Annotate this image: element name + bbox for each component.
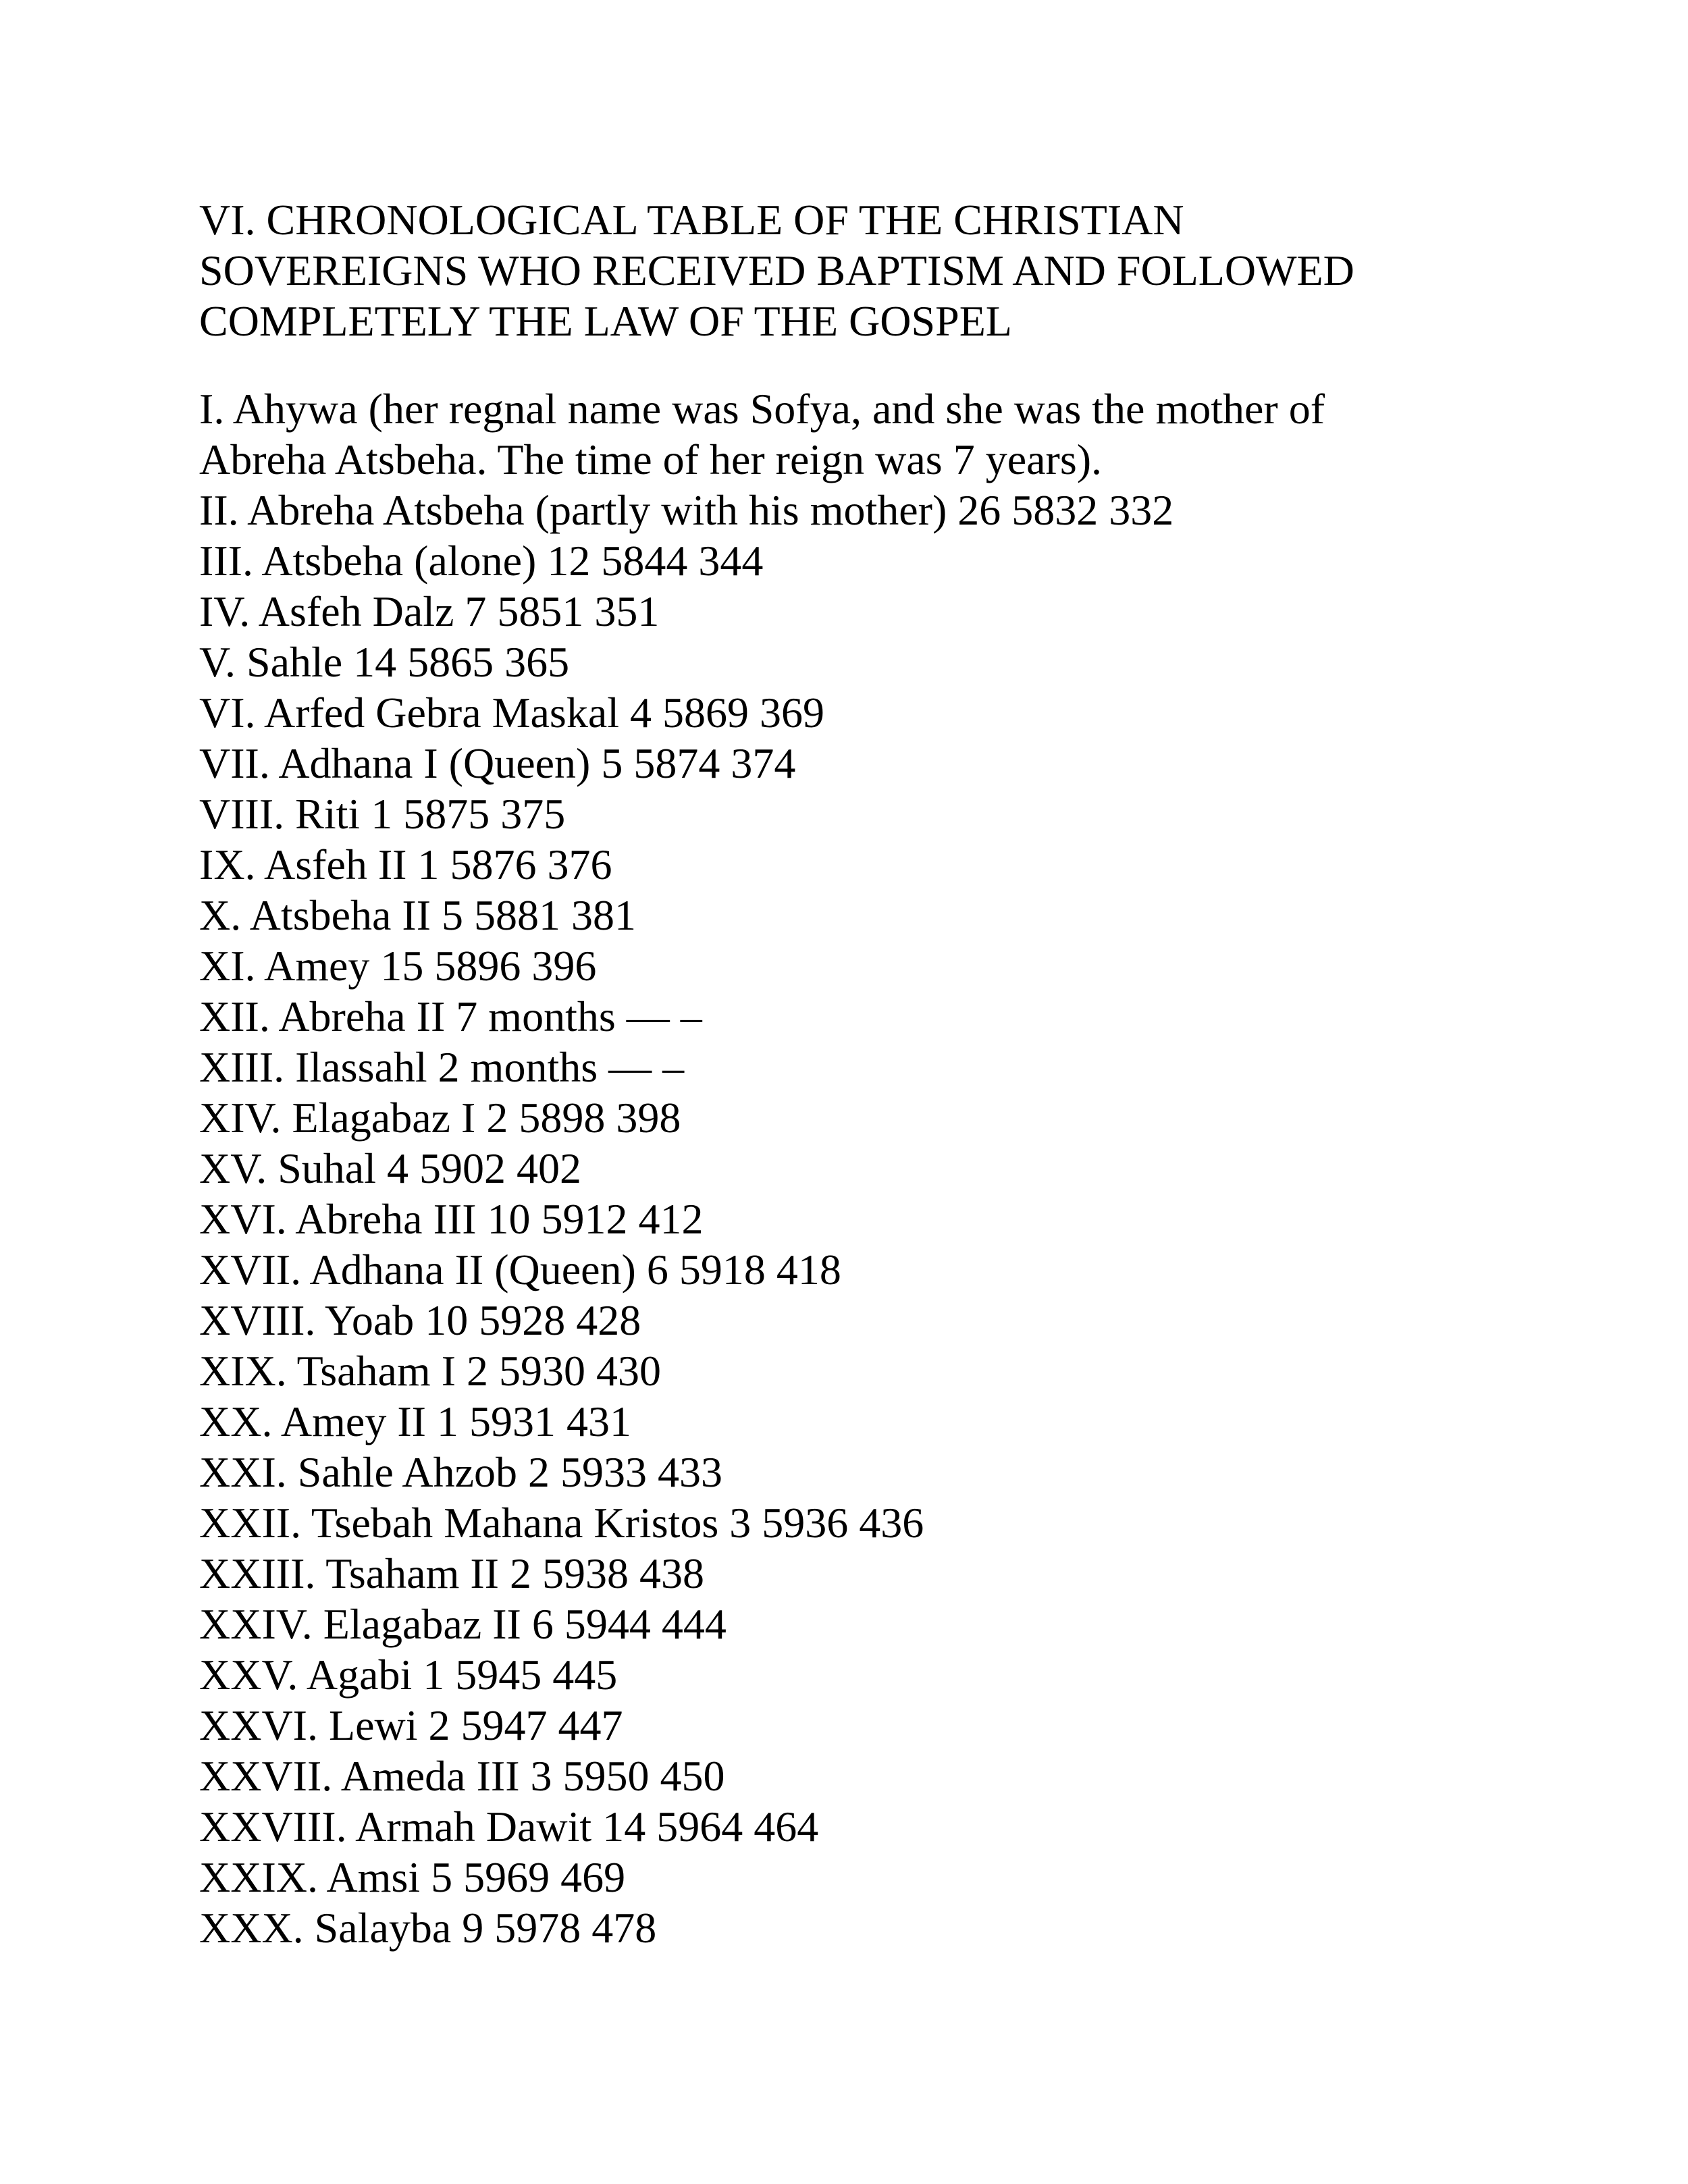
sovereign-entry: XVIII. Yoab 10 5928 428 (199, 1296, 641, 1344)
sovereign-entry: V. Sahle 14 5865 365 (199, 638, 570, 686)
section-heading (199, 194, 1550, 346)
sovereign-entry: VII. Adhana I (Queen) 5 5874 374 (199, 739, 796, 787)
sovereign-entry: XIII. Ilassahl 2 months — – (199, 1043, 685, 1091)
heading-line: VI. CHRONOLOGICAL TABLE OF THE CHRISTIAN (199, 196, 1184, 244)
intro-line: Abreha Atsbeha. The time of her reign was 7 years). (199, 435, 1103, 483)
sovereign-entry: XI. Amey 15 5896 396 (199, 942, 597, 990)
sovereign-entry: XXV. Agabi 1 5945 445 (199, 1651, 618, 1699)
sovereign-entry: IX. Asfeh II 1 5876 376 (199, 841, 612, 888)
sovereign-entry: XVI. Abreha III 10 5912 412 (199, 1195, 704, 1243)
sovereign-entry: X. Atsbeha II 5 5881 381 (199, 891, 637, 939)
sovereign-entry: XXX. Salayba 9 5978 478 (199, 1904, 657, 1952)
sovereign-entry: XXII. Tsebah Mahana Kristos 3 5936 436 (199, 1499, 924, 1547)
heading-line: COMPLETELY THE LAW OF THE GOSPEL (199, 297, 1012, 345)
intro-entry (199, 383, 1550, 485)
sovereign-entry: XXIV. Elagabaz II 6 5944 444 (199, 1600, 727, 1648)
sovereign-entry: XXI. Sahle Ahzob 2 5933 433 (199, 1448, 723, 1496)
sovereign-entry: XXIX. Amsi 5 5969 469 (199, 1853, 626, 1901)
sovereign-entry: XXVI. Lewi 2 5947 447 (199, 1701, 623, 1749)
sovereign-entry: XV. Suhal 4 5902 402 (199, 1144, 581, 1192)
sovereign-entry: VI. Arfed Gebra Maskal 4 5869 369 (199, 689, 824, 737)
sovereign-entry: II. Abreha Atsbeha (partly with his mother) 26 5832 332 (199, 486, 1174, 534)
sovereign-entry: XXIII. Tsaham II 2 5938 438 (199, 1549, 704, 1597)
heading-line: SOVEREIGNS WHO RECEIVED BAPTISM AND FOLLOWED (199, 246, 1354, 294)
sovereign-entry: XVII. Adhana II (Queen) 6 5918 418 (199, 1246, 841, 1294)
sovereign-entry: IV. Asfeh Dalz 7 5851 351 (199, 587, 660, 635)
sovereign-entry: XXVIII. Armah Dawit 14 5964 464 (199, 1803, 819, 1850)
page-content (199, 194, 1550, 1953)
sovereign-entry: VIII. Riti 1 5875 375 (199, 790, 566, 838)
sovereign-list (199, 383, 1550, 1953)
sovereign-entry: XIV. Elagabaz I 2 5898 398 (199, 1094, 681, 1142)
sovereign-entry: III. Atsbeha (alone) 12 5844 344 (199, 537, 764, 585)
sovereign-entry: XXVII. Ameda III 3 5950 450 (199, 1752, 725, 1800)
sovereign-entry: XII. Abreha II 7 months — – (199, 992, 702, 1040)
sovereign-entry: XX. Amey II 1 5931 431 (199, 1397, 631, 1445)
intro-line: I. Ahywa (her regnal name was Sofya, and she was the mother of (199, 385, 1325, 433)
sovereign-entry: XIX. Tsaham I 2 5930 430 (199, 1347, 662, 1395)
